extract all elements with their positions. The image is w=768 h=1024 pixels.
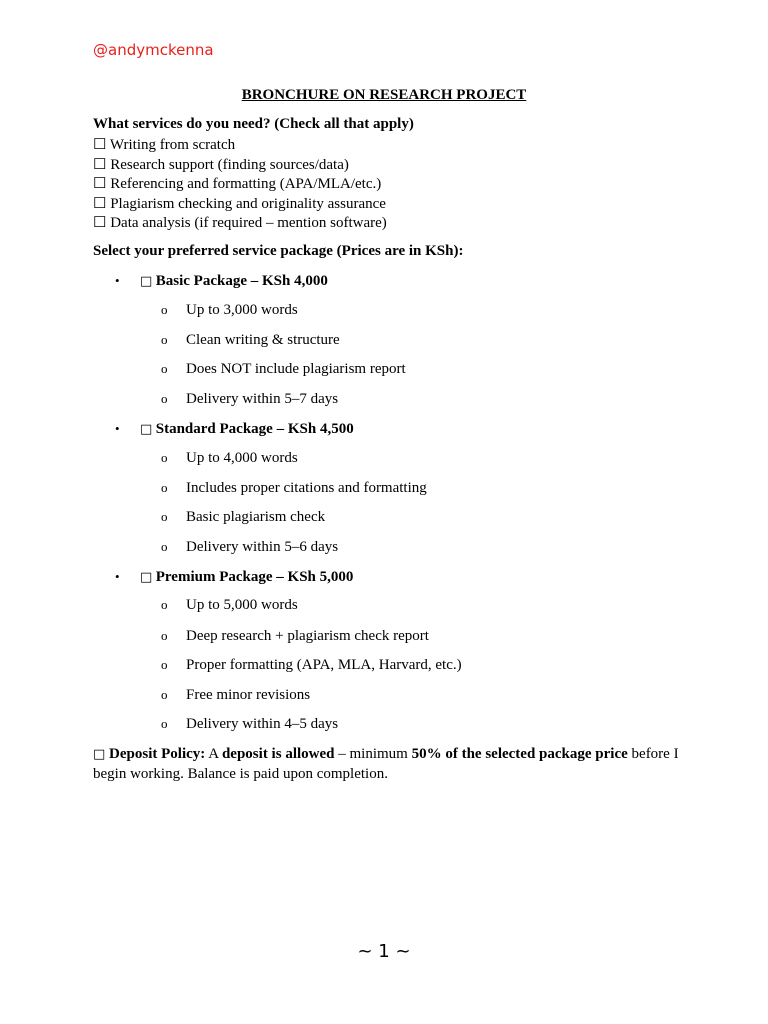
package-feature	[161, 655, 462, 675]
deposit-text: A	[205, 746, 222, 762]
subbullet-icon: o	[161, 361, 168, 376]
package-premium-heading	[115, 567, 353, 587]
package-name: Premium Package – KSh 5,000	[155, 569, 354, 585]
subbullet-icon: o	[161, 687, 168, 702]
package-feature	[161, 389, 338, 409]
service-option[interactable]: ☐ Referencing and formatting (APA/MLA/etc.)	[93, 176, 382, 193]
package-feature	[161, 595, 298, 615]
package-standard-heading	[115, 419, 354, 439]
package-feature	[161, 448, 298, 468]
subbullet-icon: o	[161, 628, 168, 643]
deposit-emphasis: deposit is allowed	[221, 746, 335, 762]
deposit-policy	[93, 745, 693, 784]
service-option[interactable]: ☐ Writing from scratch	[93, 137, 236, 153]
service-option[interactable]: ☐ Data analysis (if required – mention software)	[93, 215, 387, 232]
feature-text: Clean writing & structure	[186, 332, 340, 348]
package-feature	[161, 330, 340, 350]
author-handle: @andymckenna	[93, 41, 214, 59]
missing-glyph-icon: □	[93, 747, 106, 762]
document-title: BRONCHURE ON RESEARCH PROJECT	[241, 87, 527, 103]
deposit-text: before I begin working. Balance is paid upon completion.	[93, 746, 679, 782]
feature-text: Proper formatting (APA, MLA, Harvard, etc.)	[186, 657, 462, 673]
subbullet-icon: o	[161, 539, 168, 554]
missing-glyph-icon: □	[140, 274, 153, 289]
subbullet-icon: o	[161, 597, 168, 612]
feature-text: Deep research + plagiarism check report	[186, 628, 429, 644]
subbullet-icon: o	[161, 302, 168, 317]
feature-text: Delivery within 5–7 days	[186, 391, 339, 407]
package-feature	[161, 714, 338, 734]
subbullet-icon: o	[161, 391, 168, 406]
package-feature	[161, 300, 298, 320]
bullet-icon: •	[115, 273, 120, 288]
package-feature	[161, 359, 406, 379]
service-option[interactable]: ☐ Research support (finding sources/data)	[93, 156, 349, 173]
missing-glyph-icon: □	[140, 570, 153, 585]
bullet-icon: •	[115, 421, 120, 436]
package-basic-heading	[115, 271, 328, 291]
package-name: Basic Package – KSh 4,000	[155, 273, 328, 289]
service-option[interactable]: ☐ Plagiarism checking and originality assurance	[93, 195, 386, 212]
feature-text: Up to 5,000 words	[186, 597, 298, 613]
bullet-icon: •	[115, 569, 120, 584]
package-feature	[161, 626, 429, 646]
package-name: Standard Package – KSh 4,500	[155, 421, 354, 437]
deposit-text: – minimum	[334, 746, 412, 762]
package-feature	[161, 507, 325, 527]
package-feature	[161, 478, 427, 498]
package-question: Select your preferred service package (Prices are in KSh):	[93, 243, 464, 259]
subbullet-icon: o	[161, 509, 168, 524]
feature-text: Free minor revisions	[186, 687, 311, 703]
deposit-emphasis: 50% of the selected package price	[411, 746, 628, 762]
feature-text: Basic plagiarism check	[186, 509, 326, 525]
package-feature	[161, 537, 338, 557]
deposit-label: Deposit Policy:	[109, 746, 206, 762]
feature-text: Up to 3,000 words	[186, 302, 298, 318]
missing-glyph-icon: □	[140, 422, 153, 437]
subbullet-icon: o	[161, 716, 168, 731]
feature-text: Includes proper citations and formatting	[186, 480, 427, 496]
subbullet-icon: o	[161, 657, 168, 672]
feature-text: Does NOT include plagiarism report	[186, 361, 406, 377]
subbullet-icon: o	[161, 480, 168, 495]
subbullet-icon: o	[161, 450, 168, 465]
services-checklist	[93, 136, 387, 234]
feature-text: Up to 4,000 words	[186, 450, 298, 466]
subbullet-icon: o	[161, 332, 168, 347]
page-number: ~ 1 ~	[357, 941, 411, 962]
services-question: What services do you need? (Check all that apply)	[93, 116, 414, 132]
feature-text: Delivery within 4–5 days	[186, 716, 339, 732]
feature-text: Delivery within 5–6 days	[186, 539, 339, 555]
package-feature	[161, 685, 310, 705]
